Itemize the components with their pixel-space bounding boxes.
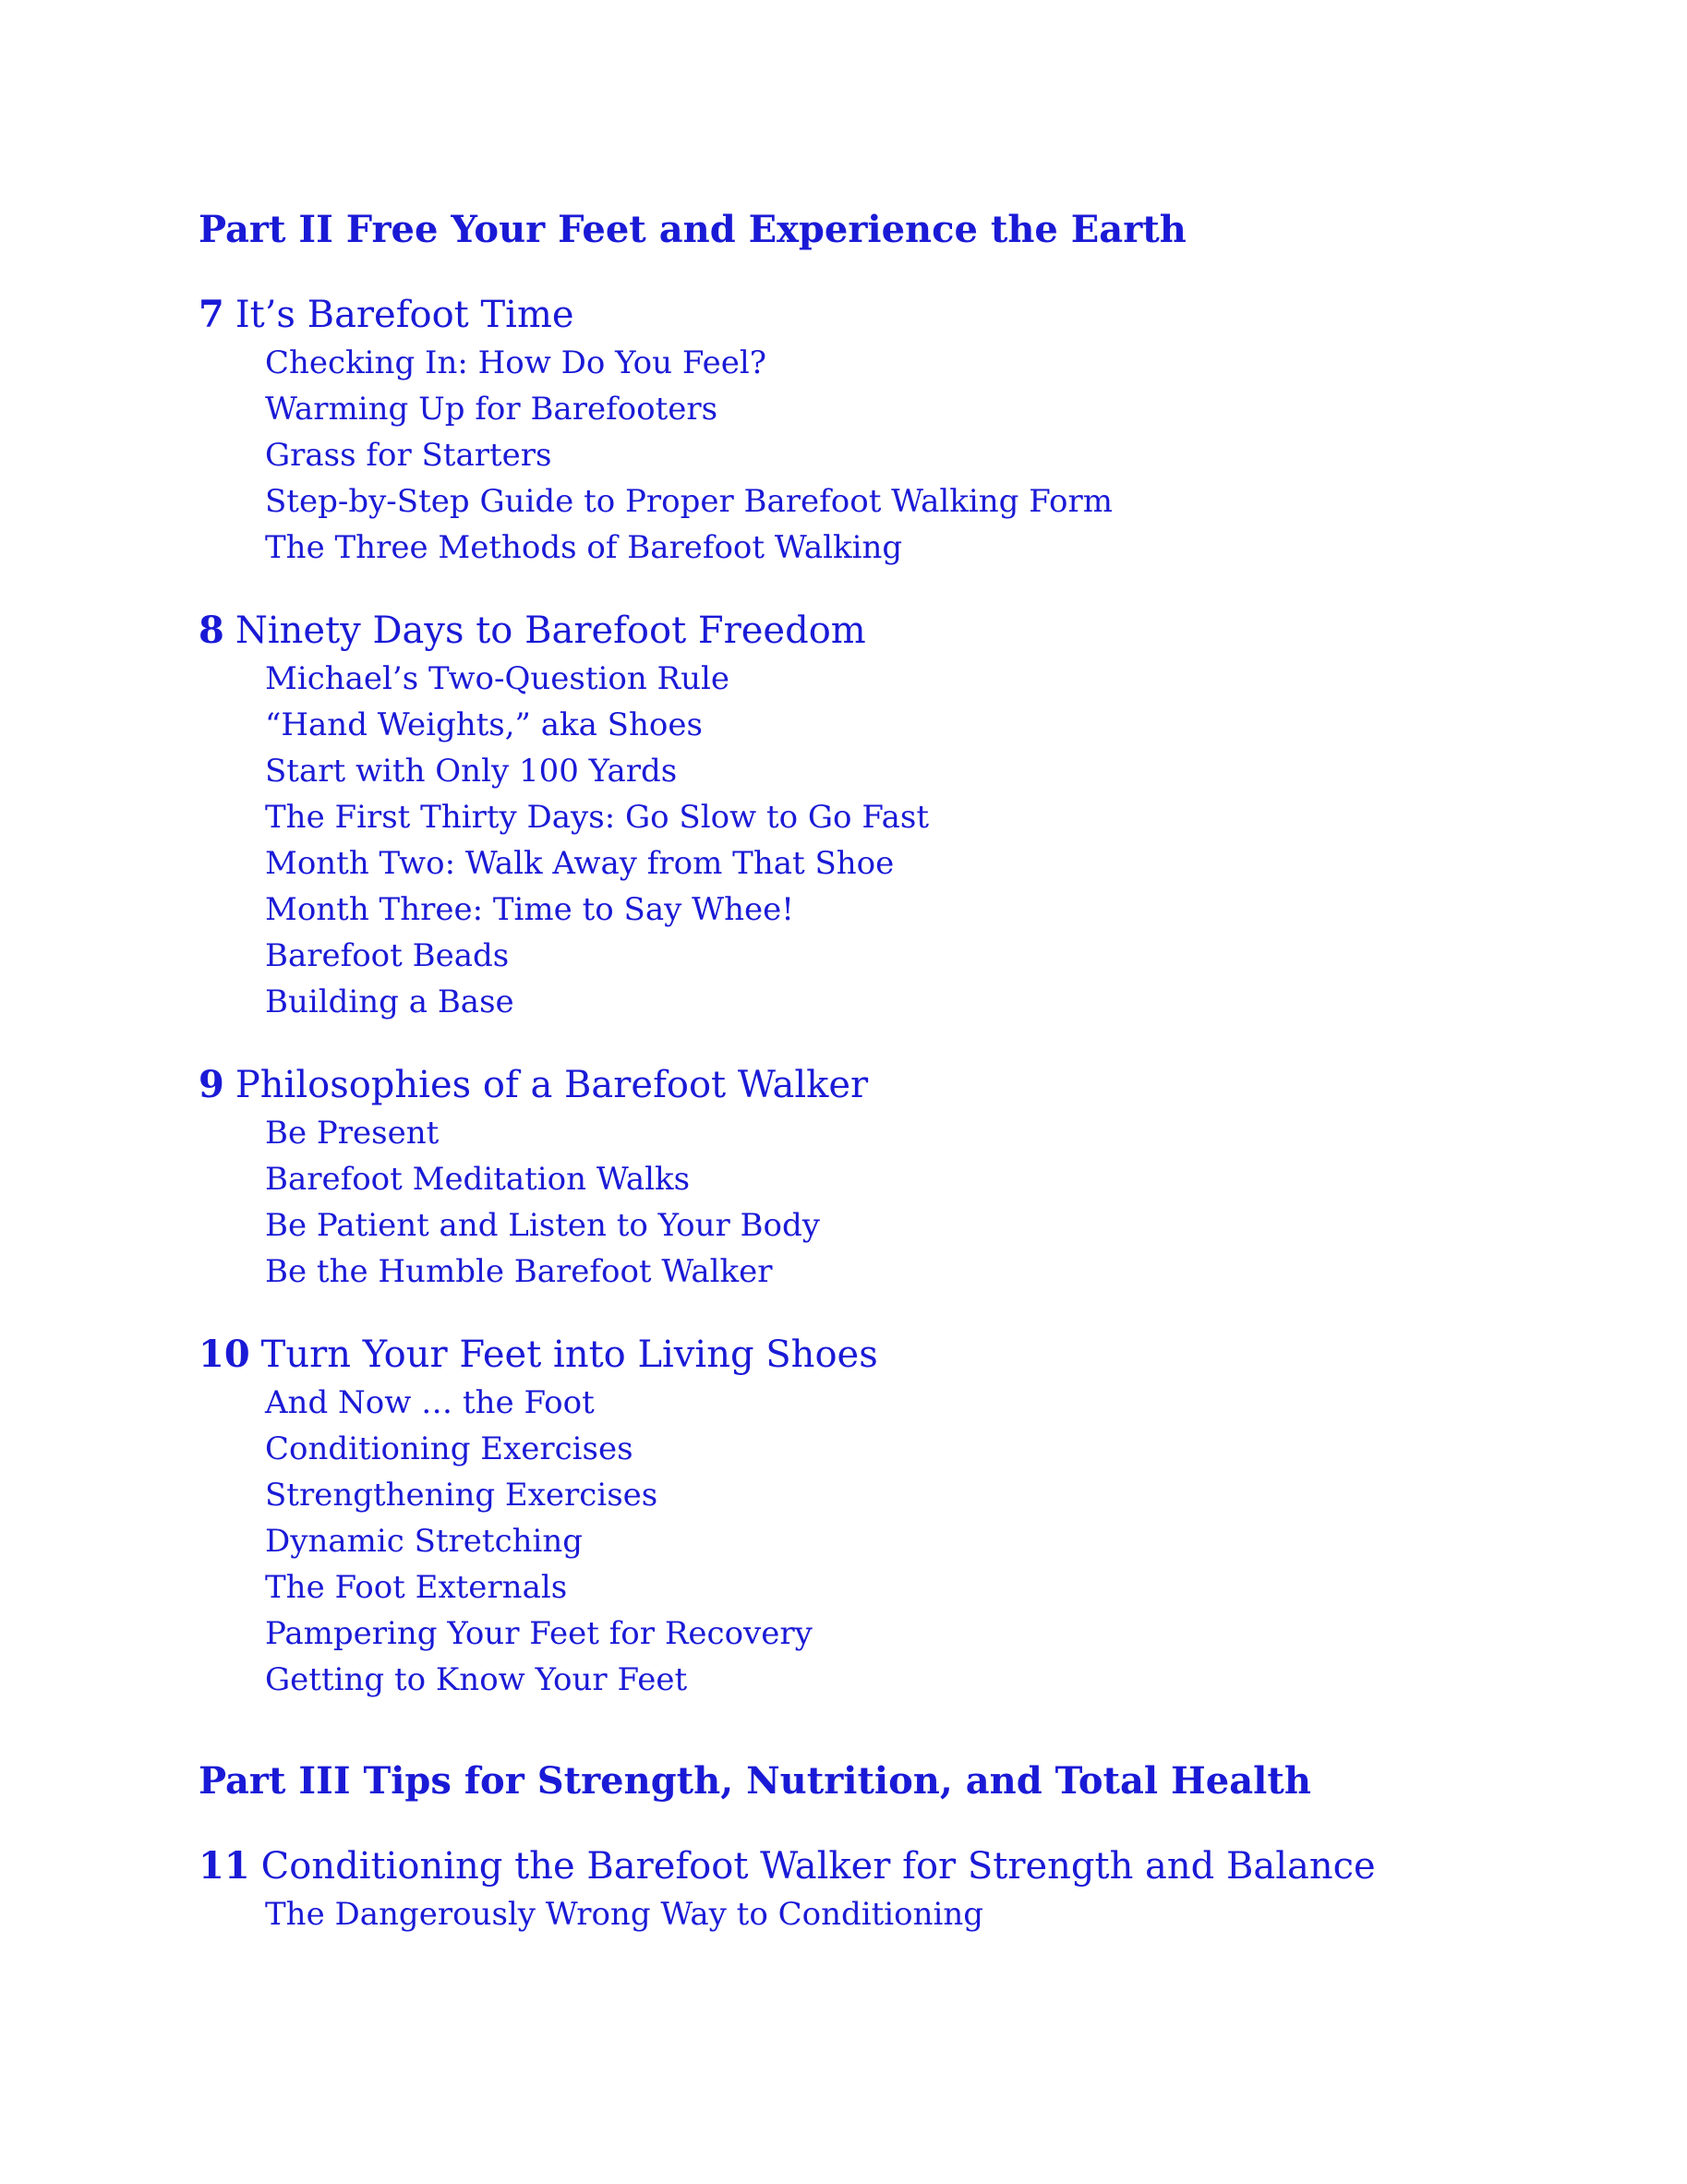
section-link[interactable]: Barefoot Beads [265,937,510,974]
section-link[interactable]: Getting to Know Your Feet [265,1661,688,1698]
section-link[interactable]: Step-by-Step Guide to Proper Barefoot Walking Form [265,483,1113,520]
table-of-contents [199,205,1565,1937]
section-list [199,1891,1565,1937]
section-link[interactable]: The Foot Externals [265,1569,568,1606]
chapter-heading-link[interactable] [199,1060,1565,1110]
chapter-number: 11 [199,1844,250,1888]
chapter-number: 7 [199,293,224,336]
chapter-title: Ninety Days to Barefoot Freedom [235,609,866,652]
chapter-title: Turn Your Feet into Living Shoes [260,1333,878,1376]
chapter-title: It’s Barefoot Time [235,294,574,336]
chapter-number: 9 [199,1063,224,1106]
chapter-heading-link[interactable] [199,290,1565,340]
part-heading-link[interactable]: Part III Tips for Strength, Nutrition, and Total Health [199,1759,1311,1803]
chapter-block [199,606,1565,1025]
section-link[interactable]: Checking In: How Do You Feel? [265,344,766,381]
section-link[interactable]: The Three Methods of Barefoot Walking [265,529,903,566]
section-link[interactable]: Conditioning Exercises [265,1430,633,1467]
section-link[interactable]: Month Three: Time to Say Whee! [265,891,794,928]
section-list [199,1380,1565,1703]
chapter-heading-link[interactable] [199,606,1565,656]
section-link[interactable]: Warming Up for Barefooters [265,391,718,428]
chapter-heading-link[interactable] [199,1841,1565,1891]
chapter-number: 8 [199,609,224,652]
section-link[interactable]: The Dangerously Wrong Way to Conditioning [265,1896,984,1933]
chapter-block [199,1060,1565,1295]
chapter-heading-link[interactable] [199,1330,1565,1380]
section-link[interactable]: Month Two: Walk Away from That Shoe [265,845,895,882]
section-link[interactable]: Building a Base [265,983,514,1020]
section-link[interactable]: Dynamic Stretching [265,1523,584,1560]
section-link[interactable]: Be Present [265,1115,440,1152]
chapter-block [199,1841,1565,1937]
chapter-block [199,1330,1565,1703]
section-list [199,656,1565,1025]
section-link[interactable]: Be Patient and Listen to Your Body [265,1207,820,1244]
section-link[interactable]: Barefoot Meditation Walks [265,1161,691,1198]
section-list [199,340,1565,571]
section-list [199,1110,1565,1295]
section-link[interactable]: Grass for Starters [265,437,552,474]
chapter-title: Philosophies of a Barefoot Walker [235,1064,869,1106]
section-link[interactable]: “Hand Weights,” aka Shoes [265,706,703,743]
section-link[interactable]: Michael’s Two-Question Rule [265,660,730,697]
chapter-block [199,290,1565,571]
section-link[interactable]: Strengthening Exercises [265,1477,658,1514]
section-link[interactable]: Start with Only 100 Yards [265,753,678,790]
part-heading-link[interactable]: Part II Free Your Feet and Experience the Earth [199,208,1187,251]
section-link[interactable]: And Now … the Foot [265,1384,595,1421]
section-link[interactable]: Pampering Your Feet for Recovery [265,1615,813,1652]
chapter-number: 10 [199,1333,250,1376]
section-link[interactable]: The First Thirty Days: Go Slow to Go Fast [265,799,929,836]
chapter-title: Conditioning the Barefoot Walker for Strength and Balance [260,1845,1376,1888]
section-link[interactable]: Be the Humble Barefoot Walker [265,1253,773,1290]
